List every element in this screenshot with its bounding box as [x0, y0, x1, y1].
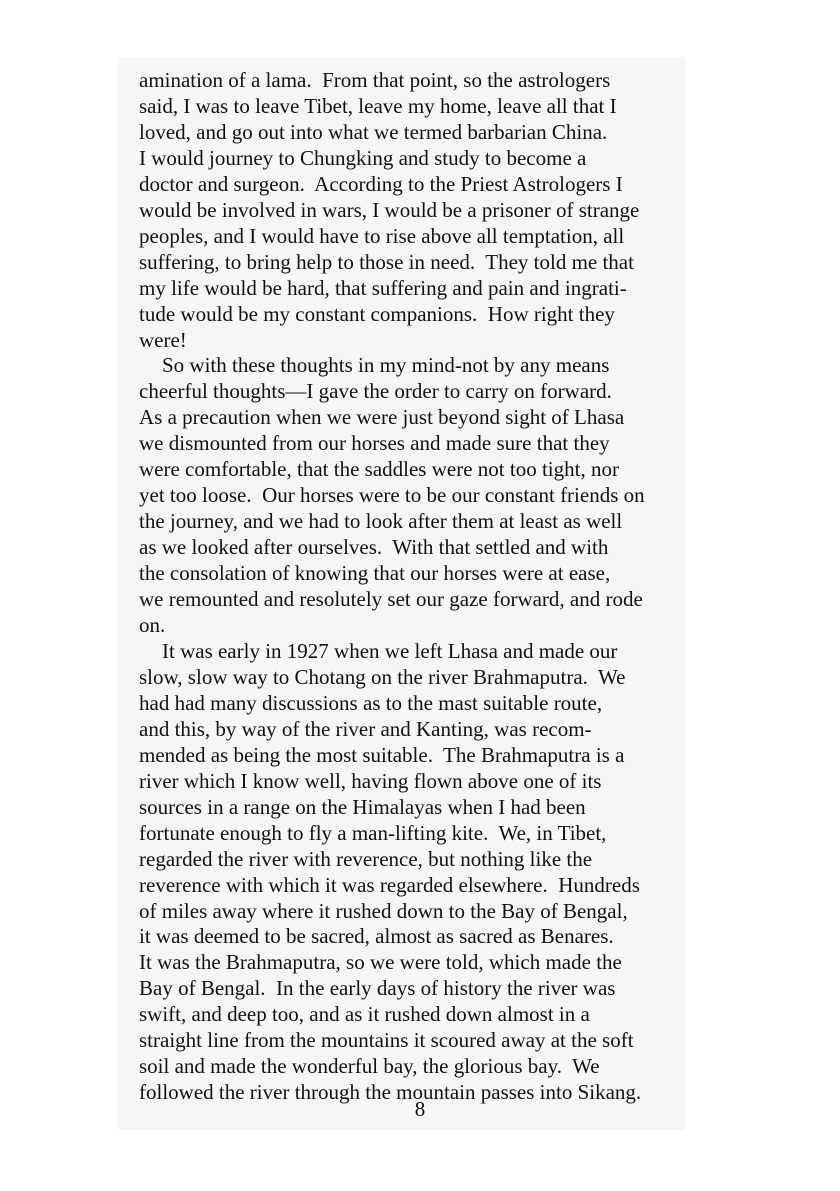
- text-line: As a precaution when we were just beyond sight of Lhasa: [139, 405, 625, 430]
- text-line: It was early in 1927 when we left Lhasa and made our: [162, 638, 618, 663]
- text-line: I would journey to Chungking and study to become a: [139, 145, 587, 170]
- text-line: had had many discussions as to the mast suitable route,: [139, 690, 603, 715]
- text-line: cheerful thoughts—I gave the order to carry on forward.: [139, 379, 612, 404]
- text-line: and this, by way of the river and Kanting, was recom-: [139, 716, 592, 741]
- text-line: on.: [139, 613, 166, 638]
- text-line: suffering, to bring help to those in need. They told me that: [139, 249, 634, 274]
- text-line: It was the Brahmaputra, so we were told, which made the: [139, 950, 622, 975]
- text-line: doctor and surgeon. According to the Priest Astrologers I: [139, 171, 623, 196]
- text-line: Bay of Bengal. In the early days of history the river was: [139, 976, 616, 1001]
- text-line: were comfortable, that the saddles were not too tight, nor: [139, 457, 619, 482]
- text-line: we dismounted from our horses and made sure that they: [139, 431, 610, 456]
- text-line: of miles away where it rushed down to the Bay of Bengal,: [139, 898, 628, 923]
- text-line: reverence with which it was regarded elsewhere. Hundreds: [139, 872, 640, 897]
- text-line: tude would be my constant companions. How right they: [139, 301, 615, 326]
- text-line: as we looked after ourselves. With that settled and with: [139, 535, 609, 560]
- page-number: 8: [414, 1097, 426, 1121]
- text-line: mended as being the most suitable. The Brahmaputra is a: [139, 742, 625, 767]
- text-line: the journey, and we had to look after them at least as well: [139, 509, 623, 534]
- text-line: river which I know well, having flown above one of its: [139, 768, 602, 793]
- text-line: swift, and deep too, and as it rushed down almost in a: [139, 1002, 590, 1027]
- text-line: straight line from the mountains it scoured away at the soft: [139, 1028, 634, 1053]
- text-line: regarded the river with reverence, but nothing like the: [139, 846, 593, 871]
- text-line: it was deemed to be sacred, almost as sacred as Benares.: [139, 924, 614, 949]
- text-line: we remounted and resolutely set our gaze forward, and rode: [139, 587, 643, 612]
- text-line: said, I was to leave Tibet, leave my home, leave all that I: [139, 93, 617, 118]
- text-line: yet too loose. Our horses were to be our constant friends on: [139, 483, 645, 508]
- text-line: So with these thoughts in my mind-not by any means: [162, 353, 610, 378]
- text-line: were!: [139, 327, 187, 352]
- text-line: amination of a lama. From that point, so the astrologers: [139, 68, 611, 92]
- text-line: slow, slow way to Chotang on the river Brahmaputra. We: [139, 664, 626, 689]
- text-line: fortunate enough to fly a man-lifting kite. We, in Tibet,: [139, 820, 607, 845]
- text-line: the consolation of knowing that our horses were at ease,: [139, 561, 611, 586]
- text-line: soil and made the wonderful bay, the glorious bay. We: [139, 1054, 600, 1079]
- text-line: would be involved in wars, I would be a prisoner of strange: [139, 197, 640, 222]
- text-line: peoples, and I would have to rise above all temptation, all: [139, 223, 625, 248]
- text-line: followed the river through the mountain passes into Sikang.: [139, 1080, 642, 1105]
- body-text: [139, 68, 679, 1106]
- text-line: loved, and go out into what we termed barbarian China.: [139, 119, 608, 144]
- text-line: my life would be hard, that suffering and pain and ingrati-: [139, 275, 627, 300]
- text-line: sources in a range on the Himalayas when I had been: [139, 794, 586, 819]
